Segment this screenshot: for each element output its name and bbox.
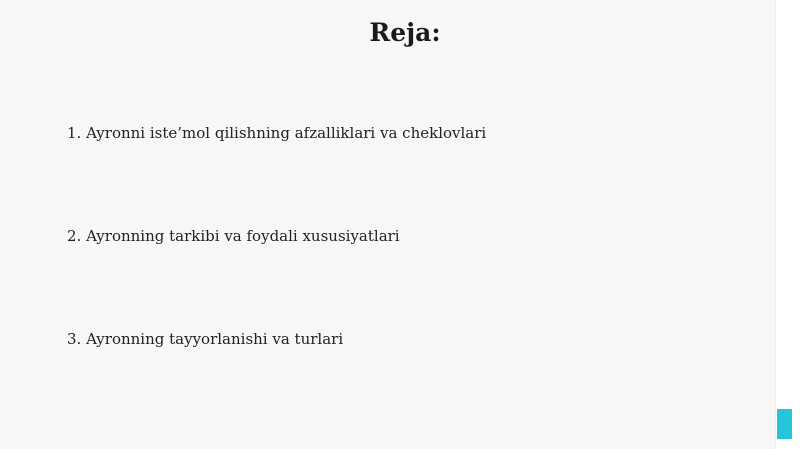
page-title: Reja: bbox=[369, 18, 441, 47]
plan-item-2: 2. Ayronning tarkibi va foydali xususiyatlari bbox=[67, 227, 400, 245]
scrollbar-thumb[interactable] bbox=[777, 409, 792, 439]
scrollbar-track[interactable] bbox=[775, 0, 800, 449]
plan-item-3: 3. Ayronning tayyorlanishi va turlari bbox=[67, 330, 344, 348]
plan-item-1: 1. Ayronni iste’mol qilishning afzalliklari va cheklovlari bbox=[67, 124, 487, 142]
